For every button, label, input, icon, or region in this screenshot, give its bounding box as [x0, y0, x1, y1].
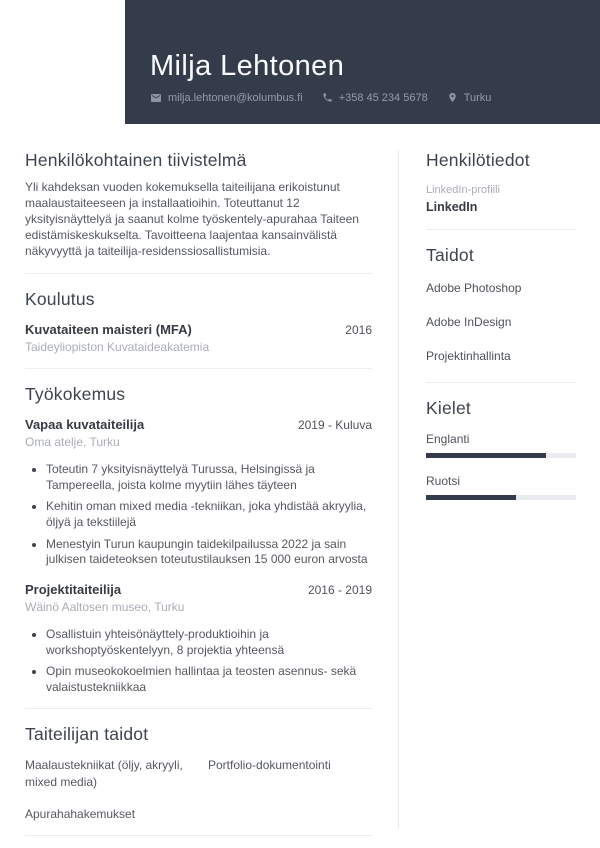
job-bullet: • Osallistuin yhteisönäyttely-produktioihin ja workshoptyöskentelyyn, 8 projektia yhteensä: [46, 627, 372, 658]
language-level-bar: [426, 495, 576, 500]
section-experience: [25, 384, 372, 695]
experience-job: [25, 582, 372, 696]
email-text: milja.lehtonen@kolumbus.fi: [168, 91, 303, 104]
section-divider: [25, 273, 372, 274]
contact-phone: [322, 92, 428, 104]
summary-text: Yli kahdeksan vuoden kokemuksella taiteilijana erikoistunut maalaustaiteeseen ja installaatioihin. Toteuttanut 12 yksityisnäyttelyä ja saanut kolme työskentely-apurahaa Taiteen edistämiskeskukselta. Tavoitteena laajentaa kansainvälistä näkyvyyttä ja taiteilija-residenssiosallistumisia.: [25, 180, 359, 258]
experience-job: [25, 417, 372, 568]
linkedin-value: LinkedIn: [426, 200, 478, 215]
section-divider: [25, 368, 372, 369]
skill-item: Projektinhallinta: [426, 349, 511, 364]
artist-skill: Maalaustekniikat (öljy, akryyli, mixed media): [25, 758, 183, 789]
location-text: Turku: [463, 91, 492, 104]
section-divider: [426, 382, 576, 383]
language-name: Ruotsi: [426, 473, 461, 488]
language-level-fill: [426, 495, 516, 500]
experience-title: Työkokemus: [25, 384, 126, 405]
degree-school: Taideyliopiston Kuvataideakatemia: [25, 340, 210, 355]
summary-title: Henkilökohtainen tiivistelmä: [25, 150, 247, 170]
section-artist-skills: [25, 724, 372, 822]
section-education: [25, 289, 372, 355]
job-bullet: • Opin museokokoelmien hallintaa ja teosten asennus- sekä valaistustekniikkaa: [46, 664, 372, 695]
artist-skill: Portfolio-dokumentointi: [208, 758, 331, 773]
education-item: [25, 322, 372, 355]
column-divider: [398, 150, 399, 828]
person-name: Milja Lehtonen: [150, 50, 345, 82]
skill-item: Adobe InDesign: [426, 314, 512, 329]
contact-row: [150, 92, 600, 104]
main-content: [0, 150, 600, 848]
education-title: Koulutus: [25, 288, 95, 309]
contact-location: [447, 92, 492, 104]
artist-skill: Apurahahakemukset: [25, 806, 136, 821]
job-bullets: [25, 627, 372, 695]
section-divider: [25, 708, 372, 709]
language-level-fill: [426, 453, 546, 458]
artist-skills-title: Taiteilijan taidot: [25, 724, 149, 745]
job-org: Oma atelje, Turku: [25, 435, 120, 450]
personal-info-title: Henkilötiedot: [426, 150, 530, 170]
degree-period: 2016: [345, 322, 372, 337]
contact-email: [150, 92, 303, 104]
left-column: [25, 150, 372, 848]
language-level-bar: [426, 453, 576, 458]
phone-text: +358 45 234 5678: [338, 91, 428, 104]
job-org: Wäinö Aaltosen museo, Turku: [25, 600, 185, 615]
language-name: Englanti: [426, 431, 470, 446]
section-skills: [426, 245, 576, 369]
language-item: [426, 432, 576, 458]
job-bullet: • Toteutin 7 yksityisnäyttelyä Turussa, Helsingissä ja Tampereella, joista kolme myytiin lähes täyteen: [46, 462, 372, 493]
job-bullet: • Kehitin oman mixed media -tekniikan, joka yhdistää akryylia, öljyä ja tekstiilejä: [46, 499, 372, 530]
language-item: [426, 474, 576, 500]
right-column: [426, 150, 576, 500]
header-block: [125, 0, 600, 124]
job-bullet: • Menestyin Turun kaupungin taidekilpailussa 2022 ja sain julkisen taideteoksen toteutustilauksen 15 000 euron arvosta: [46, 537, 372, 568]
skills-title: Taidot: [426, 244, 474, 265]
envelope-icon: [150, 92, 162, 104]
job-role: Projektitaiteilija: [25, 581, 122, 597]
phone-icon: [322, 92, 333, 103]
skill-item: Adobe Photoshop: [426, 280, 522, 295]
section-summary: [25, 150, 372, 260]
artist-skills-grid: [25, 757, 372, 822]
job-bullets: [25, 462, 372, 568]
job-period: 2019 - Kuluva: [297, 418, 372, 433]
languages-title: Kielet: [426, 397, 471, 418]
job-period: 2016 - 2019: [307, 582, 372, 597]
section-divider: [25, 835, 372, 836]
location-pin-icon: [447, 92, 458, 103]
section-divider: [426, 229, 576, 230]
section-personal-info: [426, 150, 576, 216]
degree-title: Kuvataiteen maisteri (MFA): [25, 321, 192, 337]
job-role: Vapaa kuvataiteilija: [25, 417, 145, 433]
section-languages: [426, 398, 576, 500]
linkedin-label: LinkedIn-profiili: [426, 184, 500, 196]
